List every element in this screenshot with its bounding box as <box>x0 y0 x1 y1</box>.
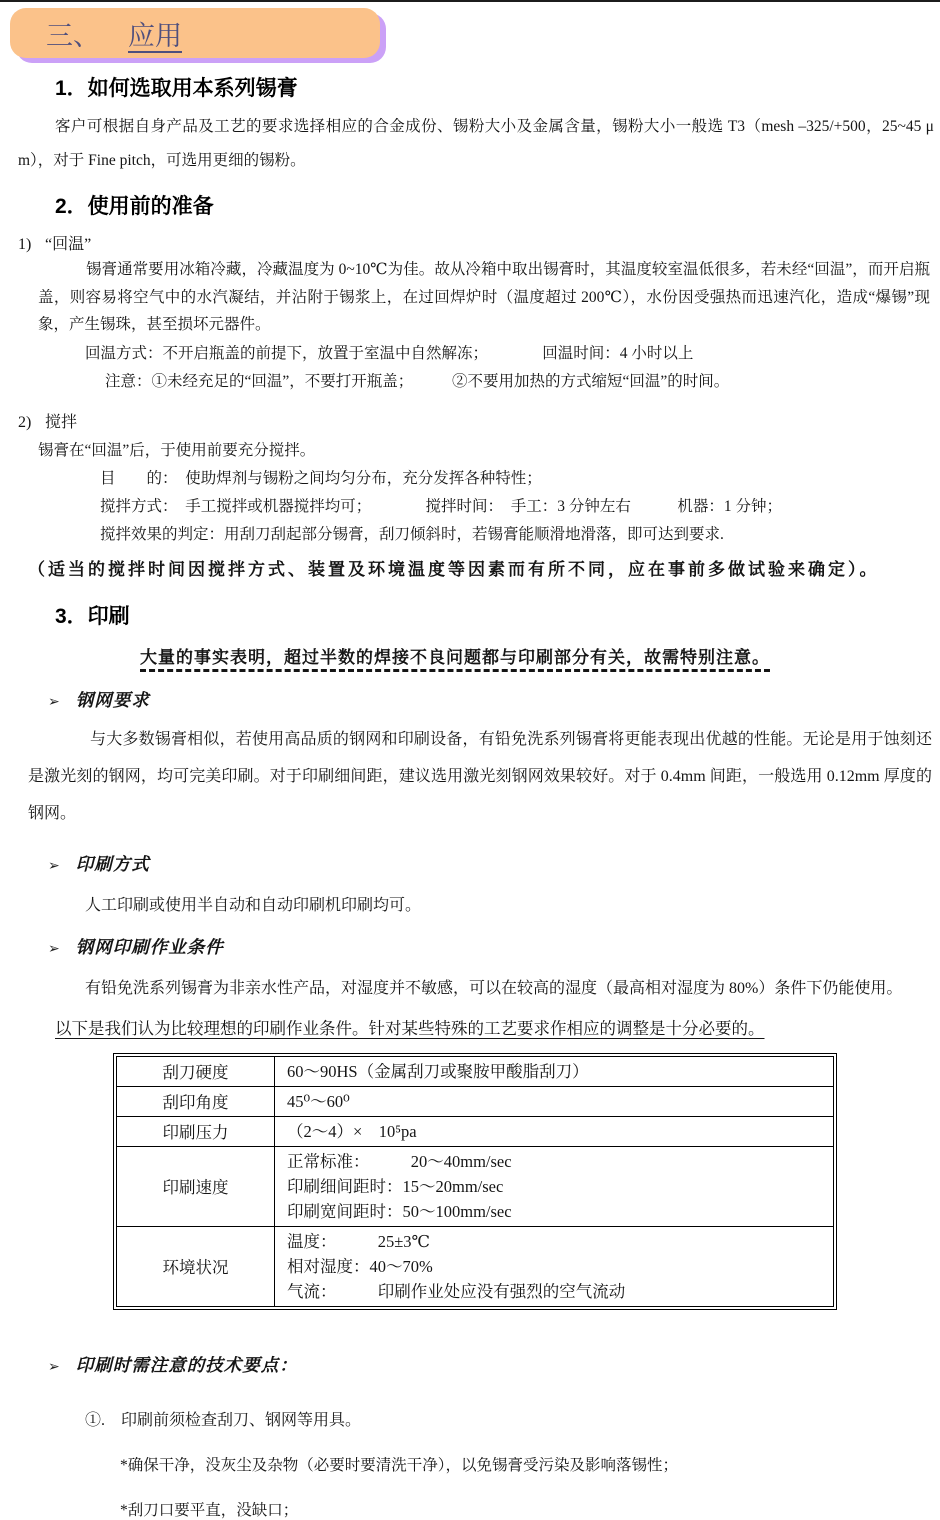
squeegee-angle-value: 45⁰～60⁰ <box>287 1091 350 1111</box>
list-item-1-title: “回温” <box>45 236 92 253</box>
table-row <box>117 1116 834 1146</box>
stencil-requirements-paragraph: 与大多数锡膏相似，若使用高品质的钢网和印刷设备，有铅免洗系列锡膏将更能表现出优越的性能。无论是用于蚀刻还是激光刻的钢网，均可完美印刷。对于印刷细间距，建议选用激光刻钢网效果较好。对于 0.4mm 间距，一般选用 0.12mm 厚度的钢网。 <box>28 730 932 822</box>
bullet-stencil-requirements-label: 钢网要求 <box>75 689 150 710</box>
squeegee-hardness-value: 60～90HS（金属刮刀或聚胺甲酸脂刮刀） <box>287 1061 589 1081</box>
section-1-paragraph: 客户可根据自身产品及工艺的要求选择相应的合金成份、锡粉大小及金属含量，锡粉大小一般选 T3（mesh –325/+500，25~45 μ m），对于 Fine pitch，可选用更细的锡粉。 <box>18 118 938 169</box>
row-label-printing-speed: 印刷速度 <box>117 1146 275 1226</box>
environment-humidity: 相对湿度：40～70% <box>287 1256 433 1276</box>
arrow-bullet-icon: ➢ <box>48 1358 60 1375</box>
list-item-2-marker: 2) <box>18 413 32 431</box>
page-top-border <box>0 0 940 2</box>
check-item-1: ①. 印刷前须检查刮刀、钢网等用具。 <box>85 1411 362 1429</box>
stirring-method-line: 搅拌方式： 手工搅拌或机器搅拌均可； 搅拌时间： 手工：3 分钟左右 机器：1 分钟； <box>100 497 783 515</box>
arrow-bullet-icon: ➢ <box>48 857 60 874</box>
bullet-printing-conditions <box>48 934 940 959</box>
row-label-environment: 环境状况 <box>117 1226 275 1306</box>
stirring-intro-line: 锡膏在“回温”后，于使用前要充分搅拌。 <box>38 441 316 459</box>
bullet-printing-conditions-label: 钢网印刷作业条件 <box>75 936 224 957</box>
row-label-squeegee-hardness: 刮刀硬度 <box>117 1056 275 1086</box>
printing-conditions-paragraph: 有铅免洗系列锡膏为非亲水性产品，对湿度并不敏感，可以在较高的湿度（最高相对湿度为 80%）条件下仍能使用。 <box>85 979 903 997</box>
table-row <box>117 1226 834 1306</box>
printing-speed-fine-pitch: 印刷细间距时：15～20mm/sec <box>287 1176 504 1196</box>
section-2-heading: 2．使用前的准备 <box>55 195 214 218</box>
banner-section-number: 三、 <box>46 20 100 51</box>
rewarming-note-line: 注意：①未经充足的“回温”，不要打开瓶盖； ②不要用加热的方式缩短“回温”的时间。 <box>105 372 730 390</box>
bullet-printing-method <box>48 851 940 876</box>
list-item-1-marker: 1) <box>18 236 32 253</box>
check-sub-blade-edge: *刮刀口要平直，没缺口； <box>120 1501 299 1519</box>
printing-pressure-value: （2～4）× 10⁵pa <box>287 1121 417 1141</box>
applications-banner <box>10 8 380 58</box>
list-item-2-heading <box>18 409 940 432</box>
environment-airflow: 气流： 印刷作业处应没有强烈的空气流动 <box>287 1281 626 1301</box>
bullet-stencil-requirements <box>48 687 940 712</box>
stirring-purpose-line: 目 的： 使助焊剂与锡粉之间均匀分布，充分发挥各种特性； <box>100 469 542 487</box>
stirring-judge-line: 搅拌效果的判定：用刮刀刮起部分锡膏，刮刀倾斜时，若锡膏能顺滑地滑落，即可达到要求. <box>100 525 724 543</box>
printing-speed-normal: 正常标准： 20～40mm/sec <box>287 1151 512 1171</box>
bullet-printing-key-points-label: 印刷时需注意的技术要点： <box>75 1354 298 1375</box>
check-sub-cleanliness: *确保干净，没灰尘及杂物（必要时要清洗干净），以免锡膏受污染及影响落锡性； <box>120 1456 679 1474</box>
rewarming-method-line: 回温方式：不开启瓶盖的前提下，放置于室温中自然解冻； 回温时间：4 小时以上 <box>85 344 694 362</box>
printing-speed-wide-pitch: 印刷宽间距时：50～100mm/sec <box>287 1201 512 1221</box>
arrow-bullet-icon: ➢ <box>48 940 60 957</box>
banner-title: 应用 <box>128 20 182 51</box>
printing-conditions-table <box>113 1053 837 1310</box>
table-row <box>117 1086 834 1116</box>
bullet-printing-key-points <box>48 1352 940 1377</box>
row-label-squeegee-angle: 刮印角度 <box>117 1086 275 1116</box>
table-row <box>117 1146 834 1226</box>
list-item-1-heading <box>18 231 940 254</box>
printing-method-paragraph: 人工印刷或使用半自动和自动印刷机印刷均可。 <box>85 896 422 914</box>
bullet-printing-method-label: 印刷方式 <box>75 853 150 874</box>
environment-temperature: 温度： 25±3℃ <box>287 1231 431 1251</box>
table-row <box>117 1056 834 1086</box>
printing-notice-line: 大量的事实表明，超过半数的焊接不良问题都与印刷部分有关，故需特别注意。 <box>140 647 770 667</box>
list-item-2-title: 搅拌 <box>45 413 78 431</box>
section-1-heading: 1．如何选取用本系列锡膏 <box>55 77 298 100</box>
rewarming-paragraph: 锡膏通常要用冰箱冷藏，冷藏温度为 0~10℃为佳。故从冷箱中取出锡膏时，其温度较室温低很多，若未经“回温”，而开启瓶盖，则容易将空气中的水汽凝结，并沾附于锡浆上，在过回焊炉时（温度超过 200℃），水份因受强热而迅速汽化，造成“爆锡”现象，产生锡珠，甚至损坏元器件。 <box>38 261 930 333</box>
row-label-printing-pressure: 印刷压力 <box>117 1116 275 1146</box>
section-3-heading: 3．印刷 <box>55 604 130 628</box>
table-intro-line: 以下是我们认为比较理想的印刷作业条件。针对某些特殊的工艺要求作相应的调整是十分必要的。 <box>55 1018 765 1038</box>
stirring-bold-note: （适当的搅拌时间因搅拌方式、装置及环境温度等因素而有所不同，应在事前多做试验来确定）。 <box>28 559 880 579</box>
arrow-bullet-icon: ➢ <box>48 693 60 710</box>
